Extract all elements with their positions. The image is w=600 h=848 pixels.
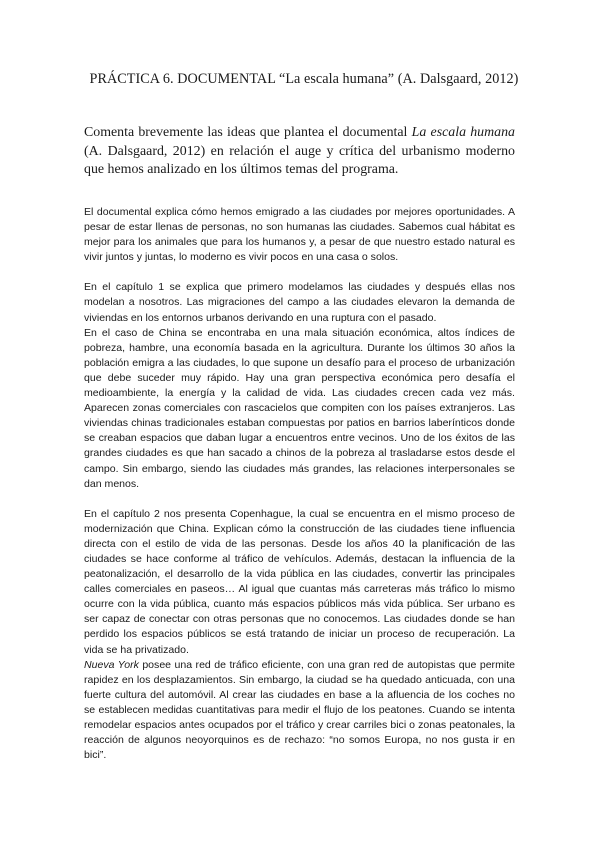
new-york-lead: Nueva York (84, 658, 139, 671)
new-york-text: posee una red de tráfico eficiente, con una gran red de autopistas que permite rapidez en los desplazamientos. Sin embargo, la ciudad se ha quedado anticuada, con una fuerte cultura del automóvil. Al crear las ciudades en base a la afluencia de los coches no se establecen medidas cuantitativas para medir el flujo de los peatones. Cuando se intenta remodelar espacios antes ocupados por el tráfico y crear carriles bici o zonas peatonales, la reacción de algunos neoyorquinos es de rechazo: “no somos Europa, no nos gusta ir en bici”. (84, 658, 515, 762)
prompt-text-start: Comenta brevemente las ideas que plantea el documental (84, 125, 412, 140)
paragraph-china: En el caso de China se encontraba en una mala situación económica, altos índices de pobreza, hambre, una economía basada en la agricultura. Durante los últimos 30 años la población emigra a las ciudades, lo que supone un desafío para el proceso de urbanización que debe suceder muy rápido. Hay una gran perspectiva económica pero desafía el medioambiente, la energía y la calidad de vida. Las ciudades crecen cada vez más. Aparecen zonas comerciales con rascacielos que compiten con los países extranjeros. Las viviendas chinas tradicionales estaban compuestas por patios en barrios laberínticos donde se creaban espacios que daban lugar a encuentros entre vecinos. Uno de los éxitos de las grandes ciudades es que han sacado a chinos de la pobreza al trasladarse estos desde el campo. Sin embargo, siendo las ciudades más grandes, las relaciones interpersonales se dan menos. (84, 326, 515, 490)
assignment-prompt (84, 124, 515, 180)
prompt-film-title: La escala humana (411, 125, 515, 140)
document-title: PRÁCTICA 6. DOCUMENTAL “La escala humana” (A. Dalsgaard, 2012) (89, 71, 519, 87)
paragraph-new-york (84, 658, 515, 764)
prompt-text-end: (A. Dalsgaard, 2012) en relación el auge y crítica del urbanismo moderno que hemos analizado en los últimos temas del programa. (84, 143, 515, 177)
paragraph-intro: El documental explica cómo hemos emigrado a las ciudades por mejores oportunidades. A pesar de estar llenas de personas, no son humanas las ciudades. Sabemos cual hábitat es mejor para los animales que para los humanos y, a pesar de que nuestro estado natural es vivir juntos y juntas, lo moderno es vivir pocos en una casa o solos. (84, 206, 515, 264)
paragraph-chapter-1: En el capítulo 1 se explica que primero modelamos las ciudades y después ellas nos modelan a nosotros. Las migraciones del campo a las ciudades elevaron la demanda de viviendas en los entornos urbanos derivando en una ruptura con el pasado. (84, 281, 515, 324)
document-body (84, 205, 515, 763)
paragraph-chapter-2: En el capítulo 2 nos presenta Copenhague, la cual se encuentra en el mismo proceso de modernización que China. Explican cómo la construcción de las ciudades tiene influencia directa con el estilo de vida de las personas. Desde los años 40 la planificación de las ciudades se hace conforme al tráfico de vehículos. Además, destacan la influencia de la peatonalización, el desarrollo de la vida pública en las ciudades, convertir las principales calles comerciales en paseos… Al igual que cuantas más carreteras más tráfico lo mismo ocurre con la vida pública, cuanto más espacios públicos más vida pública. Ser urbano es ser capaz de conectar con otras personas que no conocemos. Las ciudades donde se han perdido los espacios públicos se está tratando de iniciar un proceso de recuperación. La vida se ha privatizado. (84, 507, 515, 656)
